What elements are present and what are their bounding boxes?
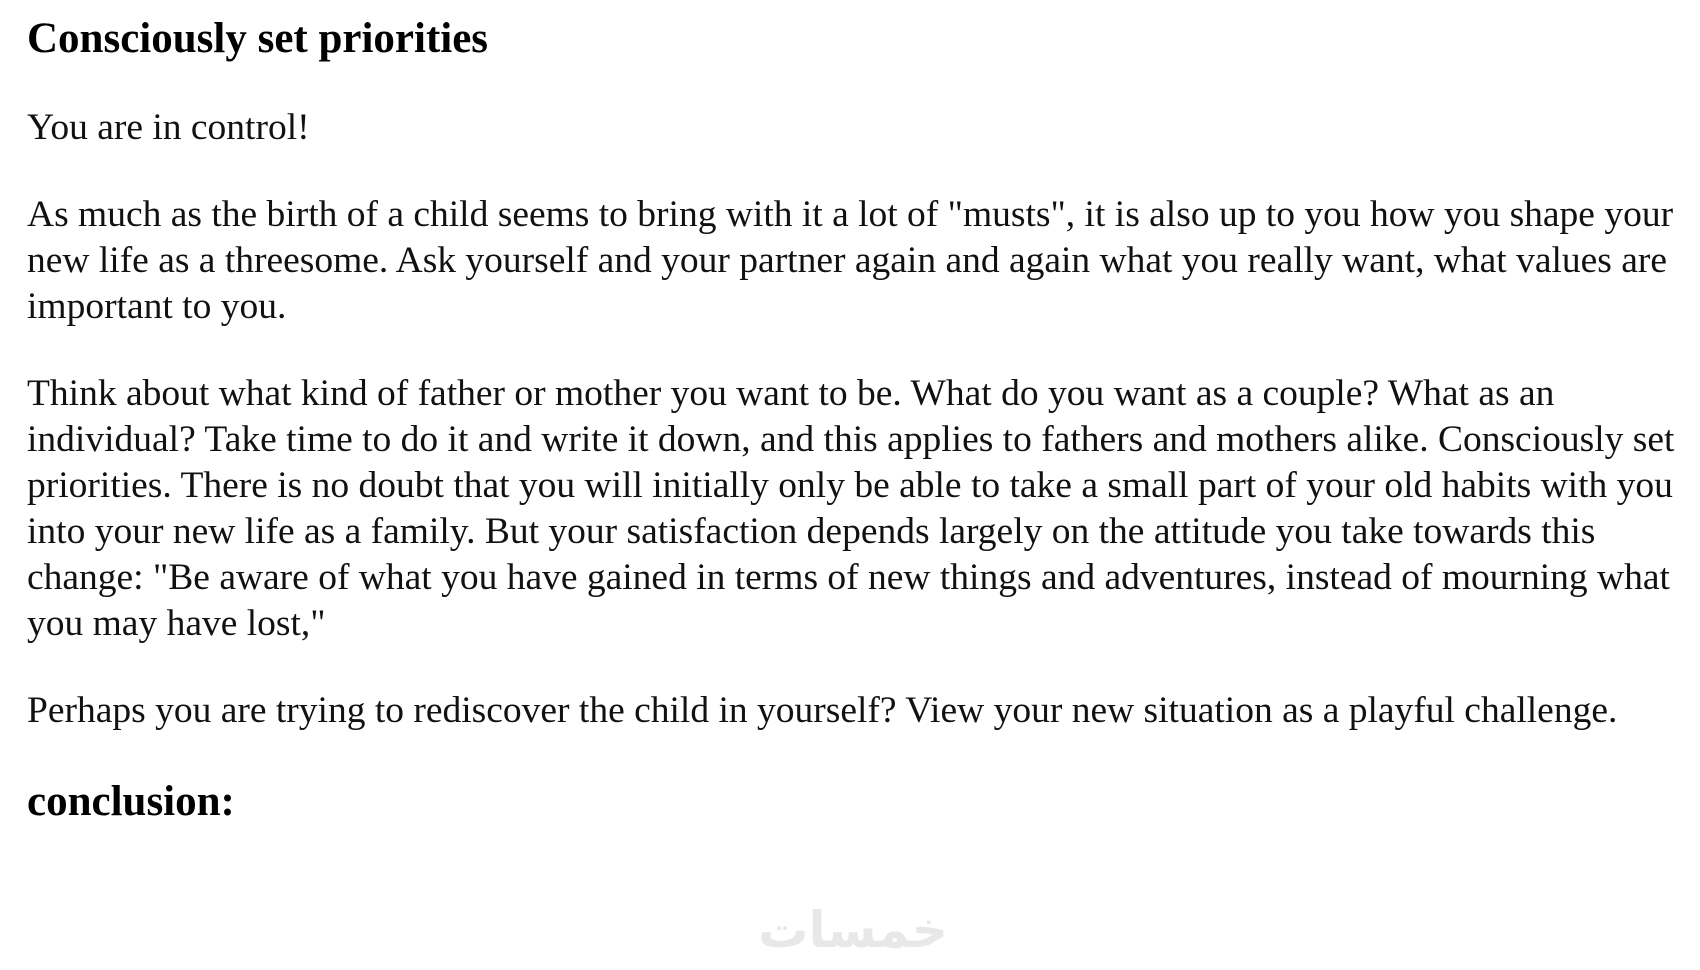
- paragraph: Perhaps you are trying to rediscover the child in yourself? View your new situation as a playful challenge.: [27, 690, 1618, 731]
- conclusion-heading: conclusion:: [27, 778, 235, 825]
- article: [27, 0, 1687, 827]
- paragraph: Think about what kind of father or mother you want to be. What do you want as a couple? What as an individual? Take time to do it and write it down, and this applies to fathers and mothers alike. Consciously set priorities. There is no doubt that you will initially only be able to take a small part of your old habits with you into your new life as a family. But your satisfaction depends largely on the attitude you take towards this change: "Be aware of what you have gained in terms of new things and adventures, instead of mourning what you may have lost,": [27, 373, 1675, 644]
- paragraph: As much as the birth of a child seems to bring with it a lot of "musts", it is also up to you how you shape your new life as a threesome. Ask yourself and your partner again and again what you really want, what values are important to you.: [27, 194, 1674, 327]
- paragraph: You are in control!: [27, 107, 310, 148]
- watermark-logo: خمسات: [758, 901, 948, 959]
- section-heading: Consciously set priorities: [27, 15, 489, 62]
